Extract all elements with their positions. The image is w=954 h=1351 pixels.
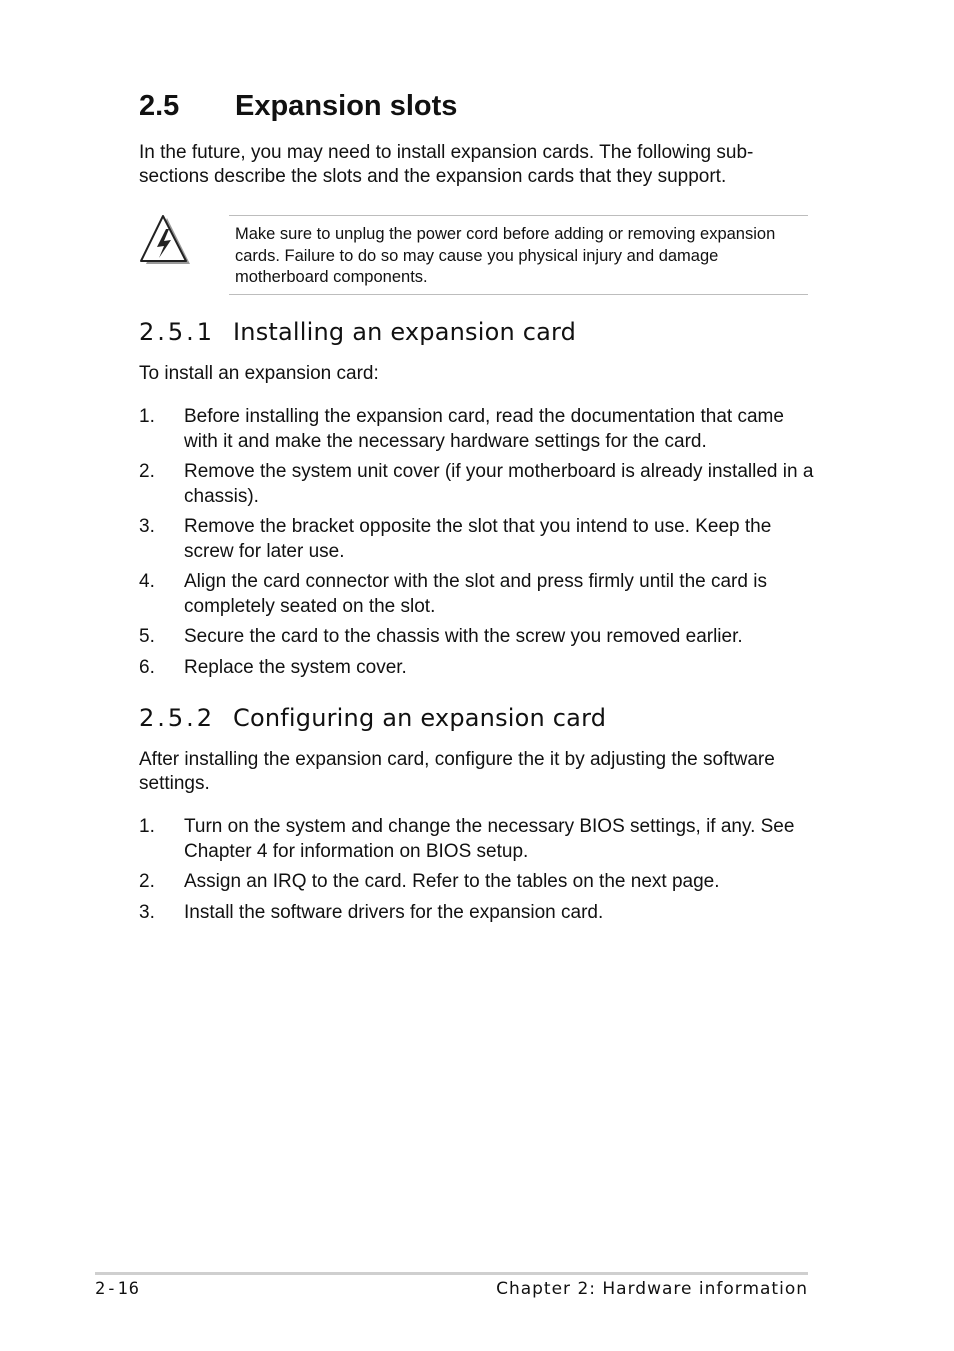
step-number: 2. — [139, 461, 155, 482]
step-number: 1. — [139, 816, 155, 837]
list-item — [139, 405, 819, 454]
step-text: Secure the card to the chassis with the screw you removed earlier. — [184, 626, 743, 647]
list-item — [139, 515, 819, 564]
subsection-2-intro: After installing the expansion card, configure the it by adjusting the software settings. — [139, 749, 775, 794]
step-number: 3. — [139, 516, 155, 537]
warning-note — [229, 215, 808, 295]
step-text: Install the software drivers for the expansion card. — [184, 901, 604, 923]
warning-triangle-lightning-icon — [138, 214, 192, 268]
subsection-1-intro: To install an expansion card: — [139, 363, 379, 384]
subsection-1-title: Installing an expansion card — [233, 318, 577, 346]
section-title: Expansion slots — [235, 90, 458, 122]
step-text: Assign an IRQ to the card. Refer to the tables on the next page. — [184, 871, 720, 892]
list-item — [139, 870, 819, 895]
step-number: 1. — [139, 406, 155, 427]
footer-divider — [95, 1272, 808, 1275]
configure-steps-list — [139, 815, 819, 931]
step-text: Remove the system unit cover (if your motherboard is already installed in a chassis). — [184, 461, 814, 507]
subsection-1-heading — [139, 318, 576, 346]
step-text: Before installing the expansion card, read the documentation that came with it and make the necessary hardware settings for the card. — [184, 406, 784, 452]
subsection-2-number: 2.5.2 — [139, 704, 216, 732]
step-text: Replace the system cover. — [184, 656, 407, 678]
step-text: Turn on the system and change the necessary BIOS settings, if any. See Chapter 4 for information on BIOS setup. — [184, 816, 795, 862]
list-item — [139, 656, 819, 681]
install-steps-list — [139, 405, 819, 686]
list-item — [139, 460, 819, 509]
step-number: 3. — [139, 901, 155, 923]
step-number: 4. — [139, 571, 155, 592]
subsection-1-number: 2.5.1 — [139, 318, 216, 346]
step-number: 6. — [139, 656, 155, 678]
step-text: Align the card connector with the slot and press firmly until the card is completely seated on the slot. — [184, 571, 767, 617]
step-number: 2. — [139, 871, 155, 892]
step-number: 5. — [139, 626, 155, 647]
list-item — [139, 570, 819, 619]
warning-text: Make sure to unplug the power cord before adding or removing expansion cards. Failure to do so may cause you physical injury and damage motherboard components. — [235, 225, 776, 286]
step-text: Remove the bracket opposite the slot that you intend to use. Keep the screw for later use. — [184, 516, 772, 562]
section-heading — [139, 90, 457, 123]
list-item — [139, 625, 819, 650]
list-item — [139, 815, 819, 864]
list-item — [139, 901, 819, 926]
chapter-title: Chapter 2: Hardware information — [496, 1279, 808, 1299]
subsection-2-heading — [139, 704, 606, 732]
section-intro: In the future, you may need to install expansion cards. The following sub-sections describe the slots and the expansion cards that they support. — [139, 142, 754, 187]
subsection-2-title: Configuring an expansion card — [233, 704, 607, 732]
page-number: 2-16 — [95, 1279, 140, 1299]
section-number: 2.5 — [139, 90, 180, 122]
